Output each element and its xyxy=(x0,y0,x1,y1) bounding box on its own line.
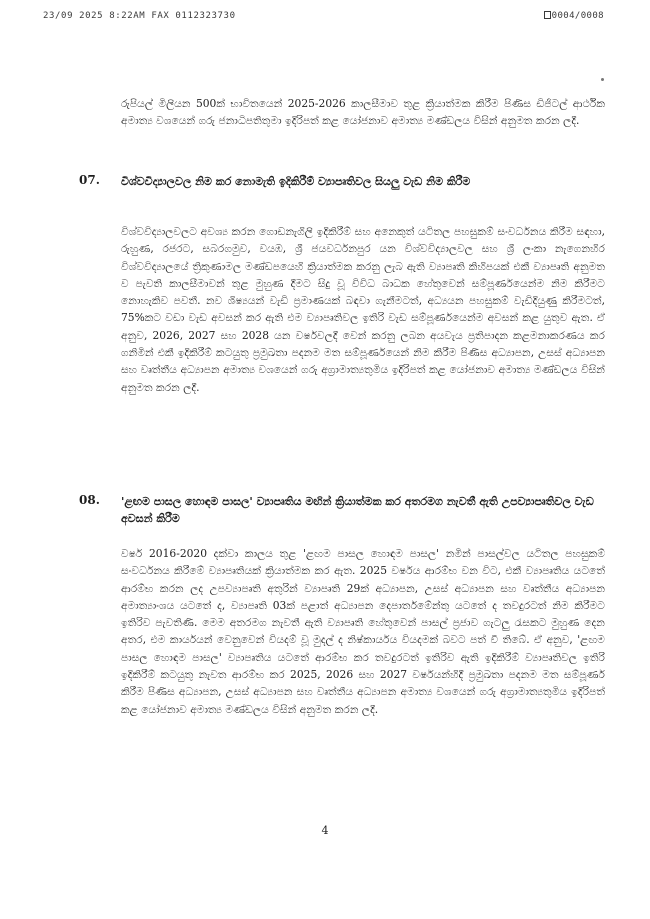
section-08-number: 08. xyxy=(79,493,100,507)
fax-page-counter-text: 0004/0008 xyxy=(551,11,604,21)
intro-paragraph: රුපියල් මිලියන 500ක් භාවිතයෙන් 2025-2026 කාලසීමාව තුළ ක්‍රියාත්මක කිරීම පිණිස ඩිජිටල් ආර්ථික අමාත්‍ය වශයෙන් ගරු ජනාධිපතිතුමා ඉදිරිපත් කළ යෝජනාව අමාත්‍ය මණ්ඩලය විසින් අනුමත කරන ලදී. xyxy=(121,97,605,128)
section-07-body: විශ්වවිද්‍යාලවලට අවශ්‍ය කරන ගොඩනැගිලි ඉදිකිරීම් සහ අනෙකුත් යටිතල පහසුකම් සංවර්ධනය කිරීම සඳහා, රුහුණ, රජරට, සබරගමුව, වයඹ, ශ්‍රී ජයවර්ධනපුර යන විශ්වවිද්‍යාලවල සහ ශ්‍රී ලංකා නැගෙනහිර විශ්වවිද්‍යාලයේ ත්‍රිකුණාමල මණ්ඩපයෙහි ක්‍රියාත්මක කරනු ලැබ ඇති ව්‍යාපෘති කිහිපයක් එකී ව්‍යාපෘති අනුමත ව පැවති කාලසීමාවන් තුළ මුහුණ දීමට සිදු වූ විවිධ බාධක හේතුවෙන් සම්පූර්ණයෙන්ම නිම කිරීමට නොහැකිව පවතී. නව ශිෂ්‍යයන් වැඩි ප්‍රමාණයක් බඳවා ගැනීමටත්, අධ්‍යයන පහසුකම් වැඩිදියුණු කිරීමටත්, 75%කට වඩා වැඩ අවසන් කර ඇති එම ව්‍යාපෘතිවල ඉතිරි වැඩ සම්පූර්ණයෙන්ම අවසන් කළ යුතුව ඇත. ඒ අනුව, 2026, 2027 සහ 2028 යන වර්ෂවලදී වෙන් කරනු ලබන අයවැය ප්‍රතිපාදන කළමනාකරණය කර ගනිමින් එකී ඉදිකිරීම් කටයුතු ප්‍රමුඛතා පදනම මත සම්පූර්ණයෙන් නිම කිරීම පිණිස අධ්‍යාපන, උසස් අධ්‍යාපන සහ වෘත්තීය අධ්‍යාපන අමාත්‍ය වශයෙන් ගරු අග්‍රාමාත්‍යතුමිය ඉදිරිපත් කළ යෝජනාව අමාත්‍ය මණ්ඩලය විසින් අනුමත කරන ලදී. xyxy=(121,225,605,394)
section-07-number: 07. xyxy=(79,173,100,187)
scan-speck xyxy=(601,78,604,81)
fax-page-counter xyxy=(544,11,604,21)
page-number: 4 xyxy=(321,824,329,837)
fax-header xyxy=(0,11,650,25)
section-08-body: වර්ෂ 2016-2020 දක්වා කාලය තුළ 'ළඟම පාසල හොඳම පාසල' නමින් පාසල්වල යටිතල පහසුකම් සංවර්ධනය කිරීමේ ව්‍යාපෘතියක් ක්‍රියාත්මක කර ඇත. 2025 වර්ෂය ආරම්භ වන විට, එකී ව්‍යාපෘතිය යටතේ ආරම්භ කරන ලද උපව්‍යාපෘති අතුරින් ව්‍යාපෘති 29ක් අධ්‍යාපන, උසස් අධ්‍යාපන සහ වෘත්තීය අධ්‍යාපන අමාත්‍යාංශය යටතේ ද, ව්‍යාපෘති 03ක් පළාත් අධ්‍යාපන දෙපාර්තමේන්තු යටතේ ද තවදුරටත් නිම කිරීමට ඉතිරිව පැවතිණි. මෙම අතරමග නැවතී ඇති ව්‍යාපෘති හේතුවෙන් පාසල් ප්‍රජාව ගැටලු රැසකට මුහුණ දෙන අතර, එම කාර්යයන් වෙනුවෙන් වියදම් වූ මුදල් ද නිෂ්කාර්යය වියදමක් බවට පත් වී තිබේ. ඒ අනුව, 'ළඟම පාසල හොඳම පාසල' ව්‍යාපෘතිය යටතේ ආරම්භ කර තවදුරටත් ඉතිරිව ඇති ඉදිකිරීම් ව්‍යාපෘතිවල ඉතිරි ඉදිකිරීම් කටයුතු නැවත ආරම්භ කර 2025, 2026 සහ 2027 වර්ෂයන්හිදී ප්‍රමුඛතා පදනම මත සම්පූර්ණ කිරීම පිණිස අධ්‍යාපන, උසස් අධ්‍යාපන සහ වෘත්තීය අධ්‍යාපන අමාත්‍ය වශයෙන් ගරු අග්‍රාමාත්‍යතුමිය ඉදිරිපත් කළ යෝජනාව අමාත්‍ය මණ්ඩලය විසින් අනුමත කරන ලදී. xyxy=(121,547,605,716)
fax-transmission-line: 23/09 2025 8:22AM FAX 0112323730 xyxy=(43,11,236,21)
fax-page-icon xyxy=(544,11,551,19)
section-07-title: විශ්වවිද්‍යාලවල නිම කර නොමැති ඉදිකිරීම් ව්‍යාපෘතිවල සියලු වැඩ නිම කිරීම xyxy=(121,175,471,188)
section-08-title: 'ළඟම පාසල හොඳම පාසල' ව්‍යාපෘතිය මඟින් ක්‍රියාත්මක කර අතරමග නැවතී ඇති උපව්‍යාපෘතිවල වැඩ අවසන් කිරීම xyxy=(121,495,594,526)
